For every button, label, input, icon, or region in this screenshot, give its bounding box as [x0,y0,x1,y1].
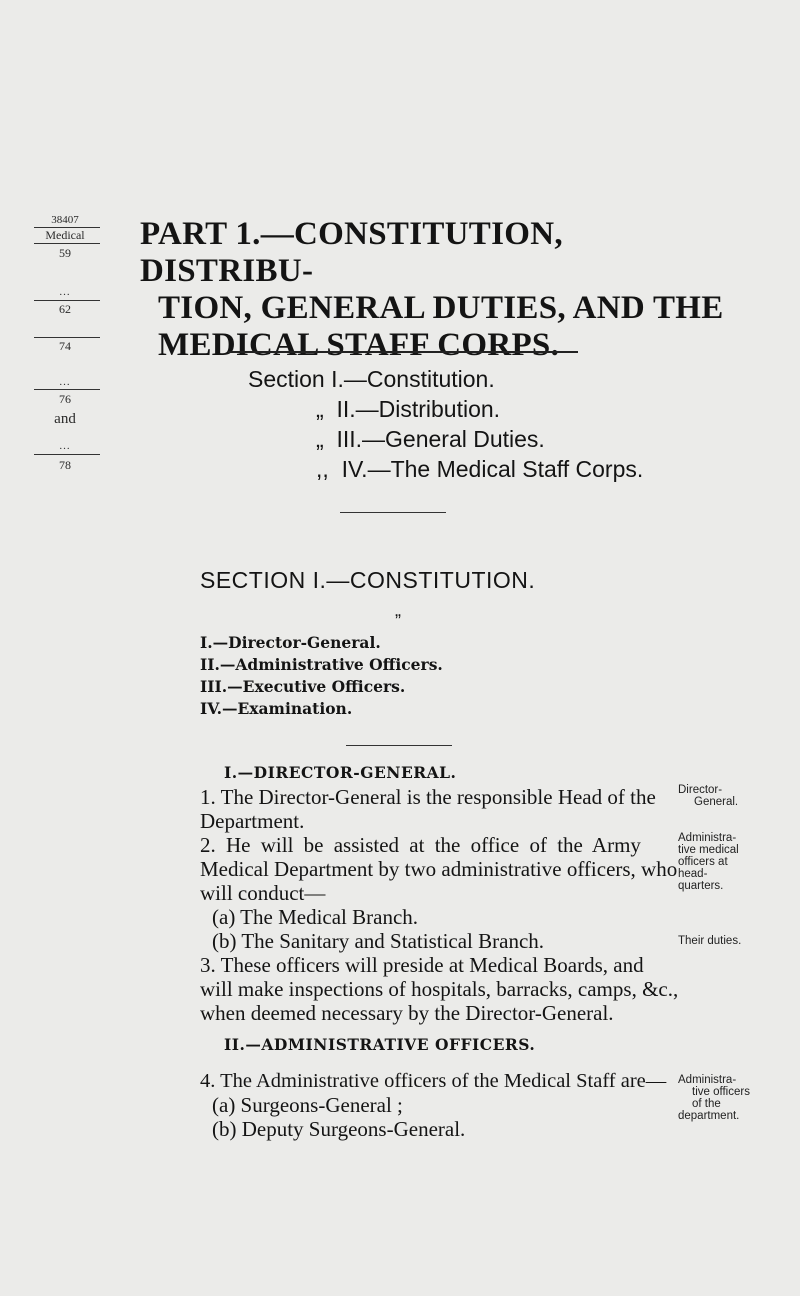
contents-item: I.—Director-General. [200,633,381,652]
side-note-line: Director- [678,784,723,796]
subsection-heading: I.—DIRECTOR-GENERAL. [224,763,457,782]
part-title-line: MEDICAL STAFF CORPS. [158,327,560,363]
margin-page-ref: 59 [59,246,71,260]
paragraph-line: (b) The Sanitary and Statistical Branch. [212,929,545,953]
side-note-line: head- [678,868,708,880]
margin-dots: ... [59,286,71,298]
side-note [678,935,741,947]
section-list-item [316,396,500,423]
section-number: I. [331,366,344,392]
line-text: 1. The Director-General is the responsible Head of the [200,785,656,809]
side-note-line: tive medical [678,844,739,856]
section-prefix: Section [248,366,325,392]
divider [228,351,578,353]
section-number: II. [336,396,356,422]
ditto-mark: „ [395,600,401,620]
paragraph-line: Medical Department by two administrative officers, who [200,857,678,881]
section-list-item [248,366,495,393]
margin-rule [34,243,100,244]
margin-page-ref: 76 [59,392,71,406]
section-contents [200,632,443,720]
divider [346,745,452,746]
section-number: IV. [341,456,368,482]
margin-page-ref: 74 [59,339,71,353]
section-prefix: ,, [316,456,329,482]
side-note-line: department. [678,1110,740,1122]
paragraph-line: when deemed necessary by the Director-General. [200,1001,614,1025]
section-name: —Constitution. [343,366,495,392]
contents-item: IV.—Examination. [200,699,353,718]
paragraph-line [200,786,670,809]
part-title-line: PART 1.—CONSTITUTION, DISTRIBU- [140,216,563,289]
margin-dots: ... [59,376,71,388]
paragraph-line: will conduct— [200,881,326,905]
contents-item: II.—Administrative Officers. [200,655,443,674]
section-list-item [316,426,545,453]
part-title-line: TION, GENERAL DUTIES, AND THE [158,290,724,326]
section-name: —Distribution. [355,396,501,422]
contents-item: III.—Executive Officers. [200,677,406,696]
side-note-line: General. [694,796,739,808]
paragraph-line: (a) The Medical Branch. [212,905,419,929]
side-note-line: officers at [678,856,728,868]
paragraph-line: 3. These officers will preside at Medical Boards, and [200,953,644,977]
section-prefix: „ [316,396,324,422]
section-heading: SECTION I.—CONSTITUTION. [200,567,536,593]
paragraph-line: Department. [200,809,305,833]
side-note-line: quarters. [678,880,724,892]
margin-page-ref: 78 [59,458,71,472]
margin-rule [34,300,100,301]
paragraph-line: 4. The Administrative officers of the Medical Staff are— [200,1070,667,1092]
subsection-heading: II.—ADMINISTRATIVE OFFICERS. [224,1035,536,1054]
paragraph-line: 2. He will be assisted at the office of the Army [200,833,641,857]
paragraph-line: (b) Deputy Surgeons-General. [212,1117,466,1141]
margin-page-ref: 62 [59,302,71,316]
side-note-line: Their duties. [678,935,742,947]
part-title [140,216,740,364]
margin-dots: ... [59,440,71,452]
margin-rule [34,337,100,338]
side-note [678,832,739,892]
side-note [678,784,738,808]
side-note-line: Administra- [678,1074,737,1086]
paragraph-line: (a) Surgeons-General ; [212,1093,403,1117]
margin-conjunction: and [54,411,76,427]
paragraph-line: will make inspections of hospitals, barracks, camps, &c., [200,977,679,1001]
section-number: III. [336,426,363,452]
section-name: —The Medical Staff Corps. [367,456,644,482]
margin-rule [34,454,100,455]
side-note [678,1074,750,1122]
side-note-line: of the [692,1098,721,1110]
side-note-line: Administra- [678,832,737,844]
margin-label: Medical [45,228,85,242]
margin-top-ref: 38407 [51,214,79,226]
section-list-item [316,456,643,483]
margin-rule [34,389,100,390]
side-note-line: tive officers [692,1086,750,1098]
divider [340,512,446,513]
section-name: —General Duties. [362,426,545,452]
section-prefix: „ [316,426,324,452]
